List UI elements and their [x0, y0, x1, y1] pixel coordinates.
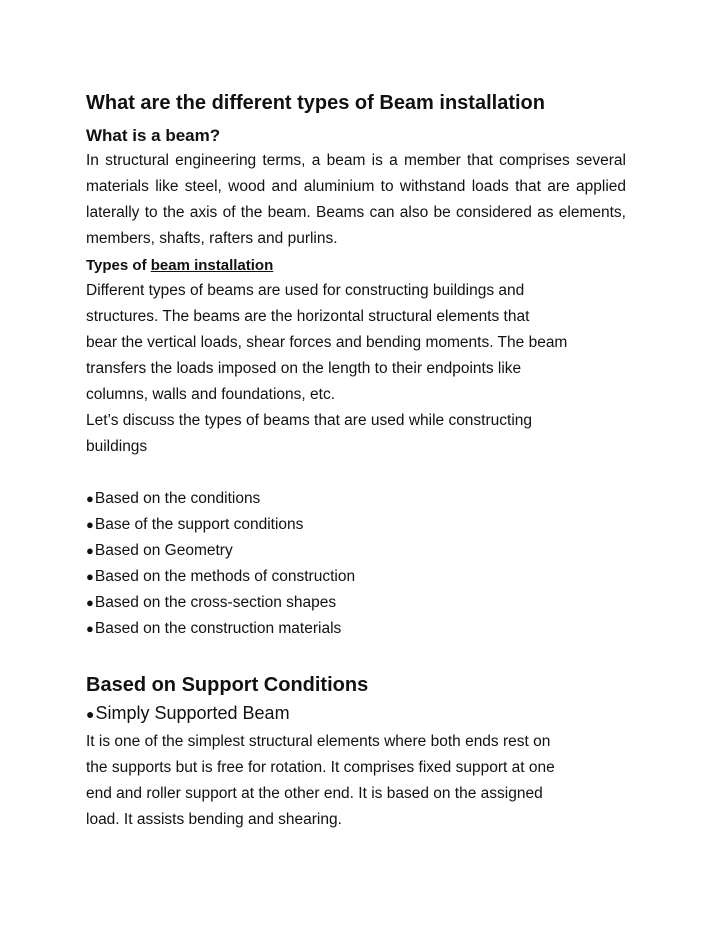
bullet-icon: ●	[86, 517, 94, 532]
subheading-label: Simply Supported Beam	[95, 703, 290, 723]
types-paragraph-line: structures. The beams are the horizontal structural elements that	[86, 308, 530, 325]
types-heading-prefix: Types of	[86, 257, 151, 274]
simply-supported-paragraph-line: end and roller support at the other end. It is based on the assigned	[86, 785, 543, 802]
list-item	[86, 538, 626, 564]
simply-supported-paragraph-line: the supports but is free for rotation. It comprises fixed support at one	[86, 759, 555, 776]
list-item-label: Based on the conditions	[94, 490, 261, 507]
bullet-icon: ●	[86, 595, 94, 610]
bullet-icon: ●	[86, 621, 94, 636]
beam-installation-link[interactable]: beam installation	[150, 257, 274, 274]
list-item	[86, 486, 626, 512]
simply-supported-beam-subheading	[86, 700, 626, 727]
list-item-label: Based on the cross-section shapes	[94, 594, 337, 611]
page-title: What are the different types of Beam installation	[86, 92, 545, 114]
types-paragraph-line: buildings	[86, 438, 148, 455]
list-item-label: Base of the support conditions	[94, 516, 304, 533]
types-paragraph-line: Let’s discuss the types of beams that are used while constructing	[86, 412, 533, 429]
simply-supported-paragraph-line: load. It assists bending and shearing.	[86, 811, 342, 828]
support-conditions-heading: Based on Support Conditions	[86, 674, 369, 696]
types-paragraph-line: bear the vertical loads, shear forces and bending moments. The beam	[86, 334, 568, 351]
types-paragraph-line: Different types of beams are used for constructing buildings and	[86, 282, 525, 299]
document-content	[86, 88, 626, 833]
simply-supported-paragraph	[86, 729, 626, 833]
list-item-label: Based on Geometry	[94, 542, 233, 559]
what-is-beam-paragraph: In structural engineering terms, a beam is a member that comprises several materials like steel, wood and aluminium to withstand loads that are applied laterally to the axis of the beam. Beams can also be considered as elements, members, shafts, rafters and purlins.	[86, 152, 626, 247]
what-is-beam-heading: What is a beam?	[86, 126, 221, 145]
list-item	[86, 590, 626, 616]
bullet-icon: ●	[86, 706, 95, 722]
bullet-icon: ●	[86, 543, 94, 558]
list-item	[86, 564, 626, 590]
types-heading	[86, 254, 626, 278]
classification-list	[86, 486, 626, 642]
types-paragraph	[86, 278, 626, 460]
types-paragraph-line: transfers the loads imposed on the length to their endpoints like	[86, 360, 522, 377]
list-item	[86, 616, 626, 642]
list-item-label: Based on the methods of construction	[94, 568, 356, 585]
list-item	[86, 512, 626, 538]
simply-supported-paragraph-line: It is one of the simplest structural elements where both ends rest on	[86, 733, 551, 750]
bullet-icon: ●	[86, 491, 94, 506]
bullet-icon: ●	[86, 569, 94, 584]
types-paragraph-line: columns, walls and foundations, etc.	[86, 386, 335, 403]
list-item-label: Based on the construction materials	[94, 620, 342, 637]
